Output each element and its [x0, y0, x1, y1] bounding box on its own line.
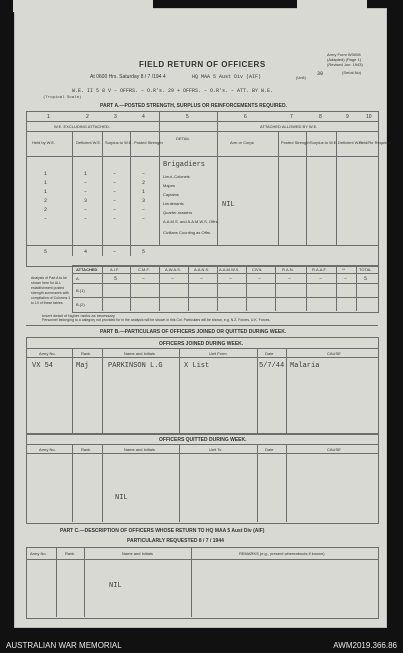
joined-rank: Maj — [76, 362, 89, 370]
unit-label: (Unit) — [296, 75, 306, 80]
pch-armyno: Army No. — [30, 551, 47, 556]
def-3: – — [84, 189, 88, 195]
colnum-10: 10 — [366, 114, 372, 120]
held-2: 1 — [44, 180, 48, 186]
colnum-3: 3 — [114, 114, 117, 120]
quitted-nil: NIL — [115, 494, 128, 502]
att-total: TOTAL — [359, 267, 372, 272]
we-excluding: W.E. EXCLUDING ATTACHED. — [54, 124, 110, 129]
qh-armyno: Army No. — [39, 447, 56, 452]
detail-captains: Captains — [163, 192, 179, 197]
detail-ltcol: Lieut.-Colonels — [163, 174, 190, 179]
colnum-5: 5 — [186, 114, 189, 120]
qh-name: Name and Initials — [124, 447, 155, 452]
jh-rank: Rank — [81, 351, 91, 356]
colnum-4: 4 — [142, 114, 145, 120]
unit-text: HQ MAA 5 Aust Div (AIF) — [192, 74, 262, 80]
qh-rank: Rank — [81, 447, 91, 452]
qh-unit: Unit To — [209, 447, 222, 452]
row-b2: B.(2) — [76, 302, 85, 307]
att-civil: CIVIL — [252, 267, 263, 272]
att-val-star: – — [344, 276, 348, 282]
part-b-title: PART B.—PARTICULARS OF OFFICERS JOINED OR QUITTED DURING WEEK. — [100, 329, 287, 335]
def-6: – — [84, 216, 88, 222]
pch-rank: Rank — [65, 551, 75, 556]
att-aans: A.A.N.S. — [194, 267, 210, 272]
joined-cause: Malaria — [290, 362, 320, 370]
def-4: 3 — [84, 198, 88, 204]
att-star: ** — [342, 267, 346, 272]
colhead-deficient2: Deficient W.E. — [338, 140, 364, 145]
detail-majors: Majors — [163, 183, 176, 188]
date-line: At 0600 Hrs. Saturday 8 / 7 /194 4 — [90, 74, 166, 80]
total-posted: 5 — [142, 249, 146, 255]
att-aamws: A.A.M.W.S. — [219, 267, 240, 272]
att-val-cmf: – — [142, 276, 146, 282]
att-val-total: 5 — [364, 276, 368, 282]
form-ref-1: Army Form W3008 — [327, 52, 361, 57]
joined-armyno: VX 54 — [32, 362, 54, 370]
part-a-table — [26, 111, 379, 267]
posted-5: – — [142, 207, 146, 213]
pch-remarks: REMARKS (e.g., present whereabouts if known) — [239, 551, 325, 556]
held-1: 1 — [44, 171, 48, 177]
detail-civilians: Civilians Counting as Offrs. — [163, 230, 212, 235]
colnum-6: 6 — [244, 114, 247, 120]
colhead-posted: Posted Strength — [134, 140, 163, 145]
sur-4: – — [113, 198, 117, 204]
att-val-civil: – — [258, 276, 262, 282]
qh-cause: CAUSE — [327, 447, 341, 452]
total-held: 5 — [44, 249, 48, 255]
held-4: 2 — [44, 198, 48, 204]
att-val-aans: – — [200, 276, 204, 282]
serial-number: 30 — [317, 71, 324, 77]
form-ref-3: (Revised Jun. 1943) — [327, 62, 363, 67]
scale-text: (Tropical Scale) — [43, 96, 82, 100]
att-val-ran: – — [288, 276, 292, 282]
jh-date: Date — [265, 351, 274, 356]
sur-1: – — [113, 171, 117, 177]
joined-name: PARKINSON L.G — [108, 362, 163, 370]
qh-date: Date — [265, 447, 274, 452]
att-val-awas: – — [171, 276, 175, 282]
total-sur: – — [113, 249, 117, 255]
colhead-deficient: Deficient W.E. — [76, 140, 102, 145]
att-awas: A.W.A.S. — [165, 267, 182, 272]
sur-5: – — [113, 207, 117, 213]
we-line: W.E. II 5 8 V – OFFRS. – O.R's. 29 + OFFRS. – O.R's. – ATT. BY W.E. — [72, 88, 274, 94]
nil-attached: NIL — [222, 201, 235, 209]
colnum-7: 7 — [290, 114, 293, 120]
caption-right: AWM2019.366.86 — [333, 641, 397, 650]
colhead-surplus: Surplus to W.E. — [105, 140, 133, 145]
posted-4: 3 — [142, 198, 146, 204]
part-c-title: PART C.—DESCRIPTION OF OFFICERS WHOSE RETURN TO HQ MAA 5 Aust Div (AIF) — [60, 528, 265, 534]
att-cmf: C.M.F. — [138, 267, 150, 272]
att-ran: R.A.N. — [282, 267, 294, 272]
footnote-1: Insert detail of higher ranks as necessary — [42, 313, 115, 318]
part-c-table — [26, 547, 379, 619]
colnum-9: 9 — [346, 114, 349, 120]
att-aif: A.I.F. — [110, 267, 120, 272]
att-raaf: R.A.A.F. — [312, 267, 327, 272]
part-a-title: PART A.—POSTED STRENGTH, SURPLUS OR REINFORCEMENTS REQUIRED. — [100, 103, 287, 109]
joined-unit: X List — [184, 362, 210, 370]
att-val-aif: 5 — [114, 276, 118, 282]
posted-6: – — [142, 216, 146, 222]
form-title: FIELD RETURN OF OFFICERS — [139, 60, 266, 69]
att-val-aamws: – — [229, 276, 233, 282]
form-ref-4: (Serial No) — [342, 70, 362, 75]
analysis-note: Analysis of Part A to be shown here for ALL establishment posted strength summaries with compilation of Columns 1 to 10 of these tables. — [31, 276, 71, 305]
caption-left: AUSTRALIAN WAR MEMORIAL — [6, 641, 122, 650]
colnum-2: 2 — [86, 114, 89, 120]
def-5: – — [84, 207, 88, 213]
jh-name: Name and Initials — [124, 351, 155, 356]
part-c-requested: PARTICULARLY REQUESTED 8 / 7 / 1944 — [127, 538, 224, 544]
colhead-held: Held by W.E. — [32, 140, 56, 145]
total-def: 4 — [84, 249, 88, 255]
held-5: 2 — [44, 207, 48, 213]
held-6: – — [44, 216, 48, 222]
joined-date: 5/7/44 — [259, 362, 285, 370]
posted-2: 2 — [142, 180, 146, 186]
sur-6: – — [113, 216, 117, 222]
joined-title: OFFICERS JOINED DURING WEEK. — [159, 341, 244, 347]
posted-1: – — [142, 171, 146, 177]
quitted-title: OFFICERS QUITTED DURING WEEK. — [159, 437, 247, 443]
row-a: A. — [76, 276, 80, 281]
pch-name: Name and Initials — [122, 551, 153, 556]
colhead-arm: Arm or Corps — [230, 140, 254, 145]
form-ref-2: (Adapted) (Page 1) — [327, 57, 362, 62]
att-attached: ATTACHED — [76, 267, 98, 272]
held-3: 1 — [44, 189, 48, 195]
detail-aams: A.A.M.S. and A.A.M.W.S. Offrs. — [163, 219, 219, 224]
def-1: 1 — [84, 171, 88, 177]
colnum-1: 1 — [47, 114, 50, 120]
footnote-2: Personnel belonging to a category not provided for in the analysis will be shown in this Col. Particulars will be shown, e.g. N.Z. Forces, U.K. Forces. — [42, 318, 271, 322]
detail-lieutenants: Lieutenants — [163, 201, 184, 206]
def-2: – — [84, 180, 88, 186]
field-return-form — [14, 8, 391, 628]
part-c-nil: NIL — [109, 582, 122, 590]
colnum-8: 8 — [319, 114, 322, 120]
sur-2: – — [113, 180, 117, 186]
jh-cause: CAUSE — [327, 351, 341, 356]
colhead-held2: Held/Re Required — [359, 140, 391, 145]
posted-3: 1 — [142, 189, 146, 195]
detail-qm: Quarter-masters — [163, 210, 193, 215]
sur-3: – — [113, 189, 117, 195]
colhead-posted2: Posted Strength — [281, 140, 310, 145]
row-b1: B.(1) — [76, 288, 85, 293]
jh-unit: Unit From — [209, 351, 227, 356]
detail-header: DETAIL — [176, 136, 190, 141]
attached-allowed: ATTACHED ALLOWED BY W.E. — [260, 124, 318, 129]
att-val-raaf: – — [319, 276, 323, 282]
colhead-surplus2: Surplus to W.E. — [310, 140, 338, 145]
jh-armyno: Army No. — [39, 351, 56, 356]
detail-brigadiers: Brigadiers — [163, 161, 206, 169]
